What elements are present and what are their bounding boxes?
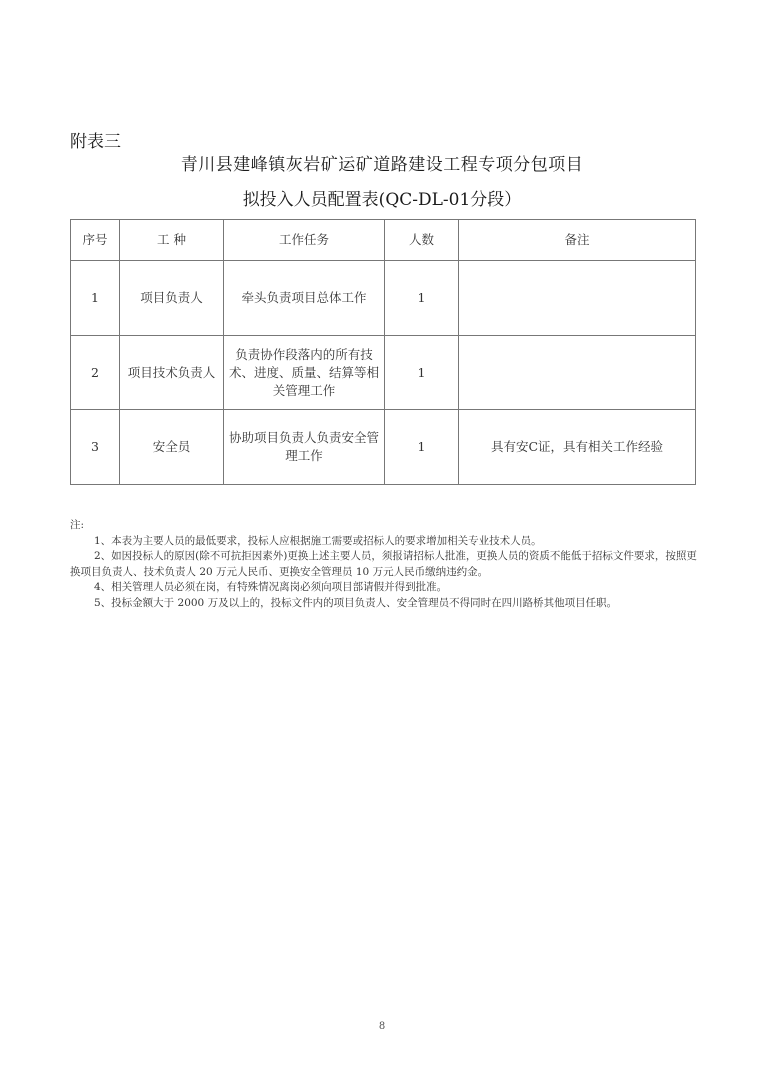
header-task: 工作任务: [224, 220, 385, 261]
header-role: 工 种: [120, 220, 224, 261]
document-subtitle: 拟投入人员配置表(QC-DL-01分段）: [242, 190, 522, 210]
cell-remark: 具有安C证，具有相关工作经验: [459, 410, 696, 485]
cell-task: 协助项目负责人负责安全管理工作: [224, 410, 385, 485]
note-item: 5、投标金额大于 2000 万及以上的，投标文件内的项目负责人、安全管理员不得同时在四川路桥其他项目任职。: [94, 596, 618, 609]
cell-remark: [459, 336, 696, 410]
header-remark: 备注: [459, 220, 696, 261]
appendix-label: 附表三: [70, 132, 121, 152]
header-no: 序号: [71, 220, 120, 261]
cell-count: 1: [385, 336, 459, 410]
cell-task: 牵头负责项目总体工作: [224, 261, 385, 336]
notes-section: [70, 518, 700, 611]
table-row: [71, 261, 696, 336]
cell-count: 1: [385, 261, 459, 336]
header-count: 人数: [385, 220, 459, 261]
cell-role: 安全员: [120, 410, 224, 485]
cell-no: 2: [71, 336, 120, 410]
note-item: 2、如因投标人的原因(除不可抗拒因素外)更换上述主要人员，须报请招标人批准，更换人员的资质不能低于招标文件要求，按照更换项目负责人、技术负责人 20 万元人民币、更换安全管理员 10 万元人民币缴纳违约金。: [70, 550, 697, 578]
cell-no: 1: [71, 261, 120, 336]
cell-role: 项目技术负责人: [120, 336, 224, 410]
document-title: 青川县建峰镇灰岩矿运矿道路建设工程专项分包项目: [180, 155, 584, 175]
note-item: 4、相关管理人员必须在岗，有特殊情况离岗必须向项目部请假并得到批准。: [94, 581, 448, 593]
cell-count: 1: [385, 410, 459, 485]
cell-remark: [459, 261, 696, 336]
cell-role: 项目负责人: [120, 261, 224, 336]
cell-task: 负责协作段落内的所有技术、进度、质量、结算等相关管理工作: [224, 336, 385, 410]
table-row: [71, 336, 696, 410]
notes-heading: 注:: [70, 519, 85, 531]
cell-no: 3: [71, 410, 120, 485]
note-item: 1、本表为主要人员的最低要求，投标人应根据施工需要或招标人的要求增加相关专业技术人员。: [94, 534, 542, 547]
page-number: 8: [378, 1021, 386, 1032]
table-header-row: [71, 220, 696, 261]
staffing-table: [70, 219, 696, 485]
table-row: [71, 410, 696, 485]
